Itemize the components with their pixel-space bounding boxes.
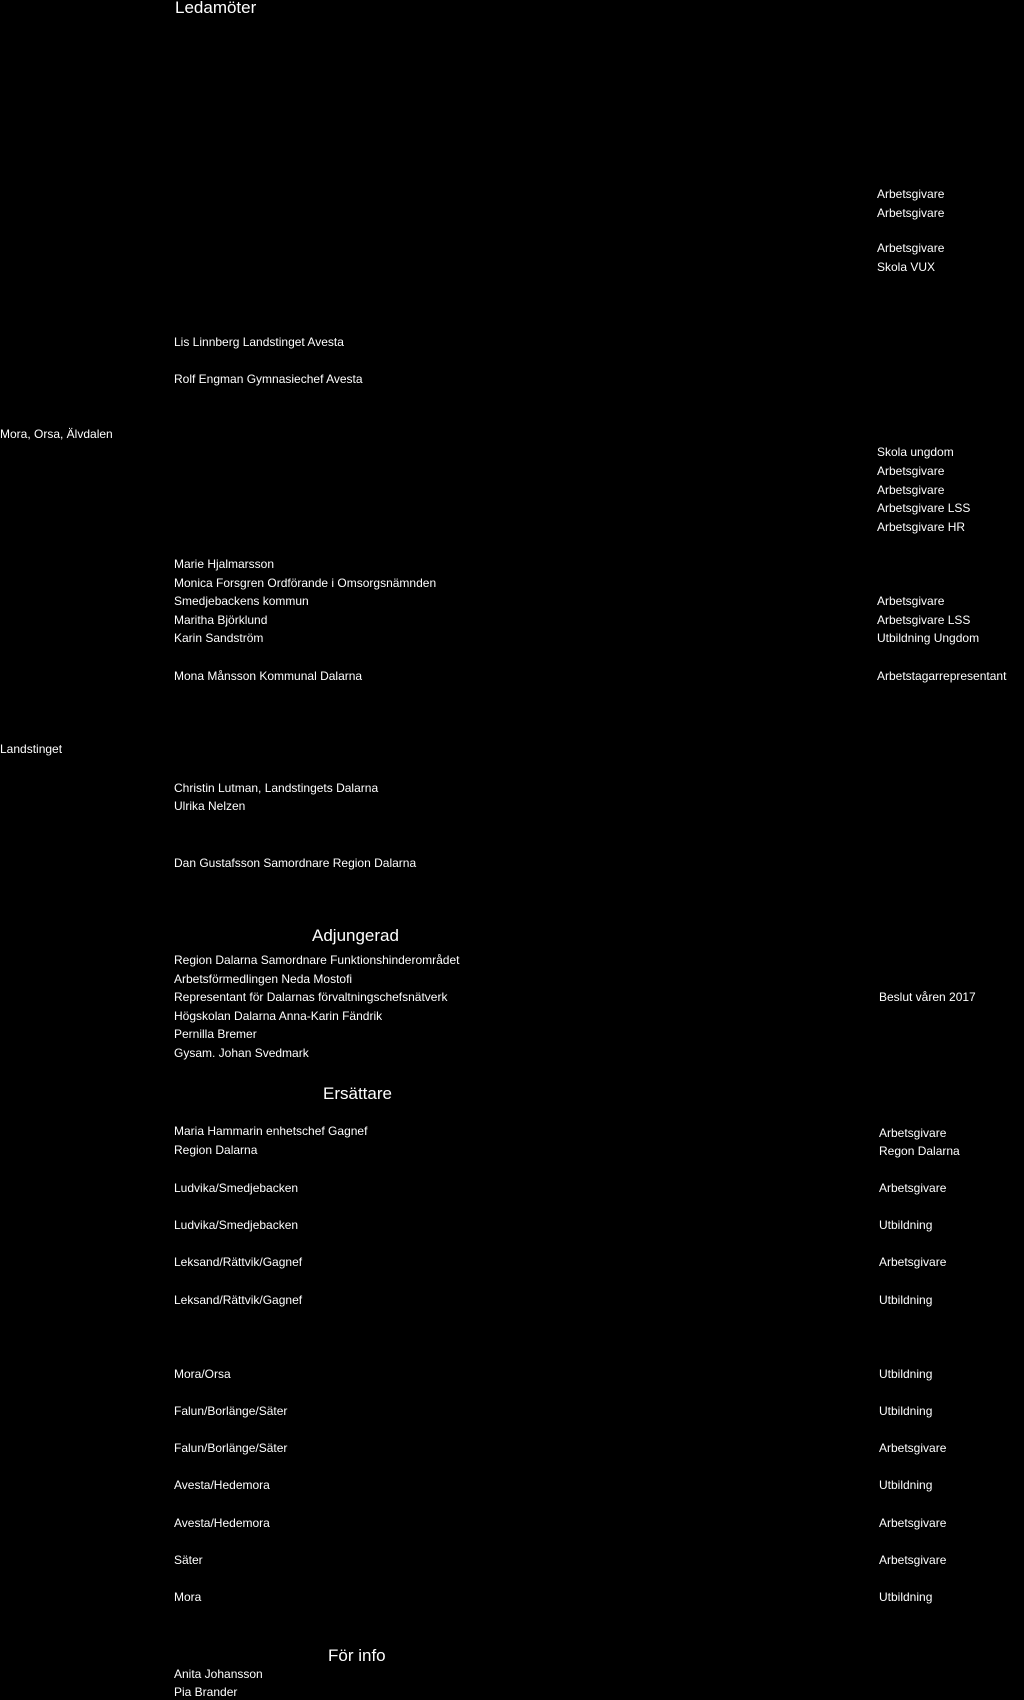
substitute-name: Avesta/Hedemora (174, 1478, 270, 1492)
adjungerad-item: Arbetsförmedlingen Neda Mostofi (174, 972, 353, 986)
member-name: Ulrika Nelzen (174, 799, 246, 813)
member-role: Arbetsgivare (877, 594, 945, 608)
substitute-role: Regon Dalarna (879, 1144, 960, 1158)
group-label-mora: Mora, Orsa, Älvdalen (0, 427, 113, 441)
adjungerad-item: Gysam. Johan Svedmark (174, 1046, 309, 1060)
heading-adjungerad: Adjungerad (312, 926, 399, 945)
adjungerad-item: Representant för Dalarnas förvaltningschefsnätverk (174, 990, 448, 1004)
member-name: Christin Lutman, Landstingets Dalarna (174, 781, 379, 795)
substitute-name: Avesta/Hedemora (174, 1516, 270, 1530)
substitute-name: Maria Hammarin enhetschef Gagnef (174, 1124, 368, 1138)
substitute-name: Ludvika/Smedjebacken (174, 1181, 299, 1195)
member-role: Arbetsgivare (877, 241, 945, 255)
member-role: Arbetsgivare (877, 483, 945, 497)
substitute-name: Region Dalarna (174, 1143, 258, 1157)
substitute-role: Utbildning (879, 1293, 933, 1307)
substitute-name: Mora/Orsa (174, 1367, 231, 1381)
member-role: Utbildning Ungdom (877, 631, 980, 645)
group-label-landstinget: Landstinget (0, 742, 63, 756)
substitute-role: Utbildning (879, 1218, 933, 1232)
member-role: Arbetsgivare LSS (877, 613, 971, 627)
member-name: Smedjebackens kommun (174, 594, 309, 608)
heading-ersattare: Ersättare (323, 1084, 392, 1103)
substitute-role: Arbetsgivare (879, 1553, 947, 1567)
member-name: Marie Hjalmarsson (174, 557, 275, 571)
substitute-role: Utbildning (879, 1590, 933, 1604)
member-name: Monica Forsgren Ordförande i Omsorgsnämnden (174, 576, 437, 590)
member-role: Arbetsgivare (877, 187, 945, 201)
member-name: Maritha Björklund (174, 613, 268, 627)
member-name: Dan Gustafsson Samordnare Region Dalarna (174, 856, 417, 870)
member-role: Skola VUX (877, 260, 936, 274)
adjungerad-note: Beslut våren 2017 (879, 990, 976, 1004)
substitute-role: Arbetsgivare (879, 1516, 947, 1530)
substitute-role: Arbetsgivare (879, 1441, 947, 1455)
heading-ledamoter: Ledamöter (175, 0, 257, 17)
member-name: Karin Sandström (174, 631, 264, 645)
substitute-name: Ludvika/Smedjebacken (174, 1218, 299, 1232)
substitute-role: Arbetsgivare (879, 1181, 947, 1195)
substitute-role: Arbetsgivare (879, 1255, 947, 1269)
member-name: Rolf Engman Gymnasiechef Avesta (174, 372, 363, 386)
heading-for-info: För info (328, 1646, 386, 1665)
member-role: Arbetsgivare LSS (877, 501, 971, 515)
substitute-role: Utbildning (879, 1478, 933, 1492)
substitute-name: Leksand/Rättvik/Gagnef (174, 1293, 303, 1307)
member-role: Arbetstagarrepresentant (877, 669, 1007, 683)
info-name: Anita Johansson (174, 1667, 263, 1681)
adjungerad-item: Pernilla Bremer (174, 1027, 257, 1041)
info-name: Pia Brander (174, 1685, 238, 1699)
substitute-role: Utbildning (879, 1404, 933, 1418)
member-role: Arbetsgivare (877, 464, 945, 478)
substitute-name: Mora (174, 1590, 202, 1604)
substitute-name: Falun/Borlänge/Säter (174, 1441, 288, 1455)
substitute-role: Arbetsgivare (879, 1126, 947, 1140)
substitute-name: Leksand/Rättvik/Gagnef (174, 1255, 303, 1269)
substitute-name: Falun/Borlänge/Säter (174, 1404, 288, 1418)
member-role: Skola ungdom (877, 445, 954, 459)
member-name: Mona Månsson Kommunal Dalarna (174, 669, 363, 683)
substitute-role: Utbildning (879, 1367, 933, 1381)
adjungerad-item: Högskolan Dalarna Anna-Karin Fändrik (174, 1009, 383, 1023)
substitute-name: Säter (174, 1553, 203, 1567)
member-role: Arbetsgivare (877, 206, 945, 220)
adjungerad-item: Region Dalarna Samordnare Funktionshinderområdet (174, 953, 460, 967)
member-role: Arbetsgivare HR (877, 520, 966, 534)
member-name: Lis Linnberg Landstinget Avesta (174, 335, 344, 349)
